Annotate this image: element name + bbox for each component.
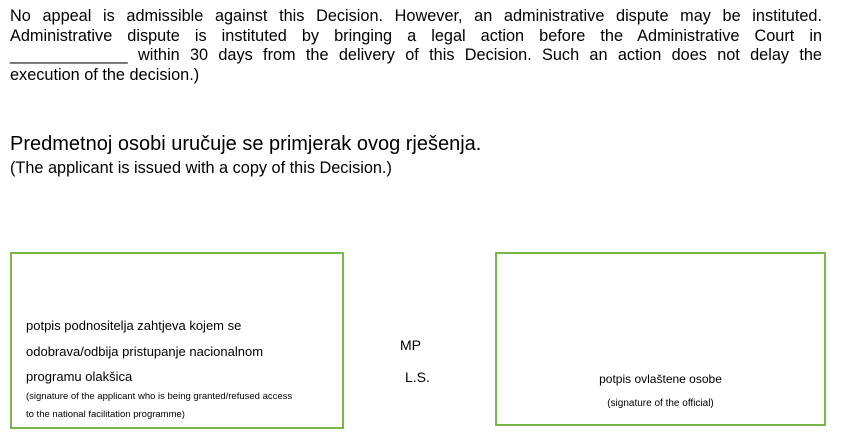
- official-label: potpis ovlaštene osobe: [599, 372, 722, 386]
- appeal-line: _____________ within 30 days from the delivery of this Decision. Such an action does not delay the: [10, 46, 822, 64]
- copy-notice-heading: Predmetnoj osobi uručuje se primjerak ovog rješenja.: [10, 133, 482, 155]
- appeal-line: execution of the decision.): [10, 65, 200, 84]
- appeal-line: No appeal is admissible against this Decision. However, an administrative dispute may be instituted.: [10, 7, 822, 25]
- applicant-translation-line: to the national facilitation programme): [26, 409, 185, 420]
- copy-notice-translation: (The applicant is issued with a copy of this Decision.): [10, 159, 392, 177]
- official-signature-box: [495, 252, 826, 426]
- appeal-paragraph: [10, 7, 822, 85]
- applicant-label-line: programu olakšica: [26, 369, 133, 384]
- stamp-mp: MP: [400, 337, 421, 353]
- applicant-signature-box: [10, 252, 344, 429]
- stamp-ls: L.S.: [405, 369, 430, 385]
- applicant-label-line: odobrava/odbija pristupanje nacionalnom: [26, 344, 264, 359]
- appeal-line: Administrative dispute is instituted by bringing a legal action before the Administrative Court in: [10, 26, 822, 45]
- official-translation: (signature of the official): [607, 398, 714, 409]
- applicant-translation-line: (signature of the applicant who is being granted/refused access: [26, 391, 293, 402]
- applicant-label-line: potpis podnositelja zahtjeva kojem se: [26, 318, 242, 333]
